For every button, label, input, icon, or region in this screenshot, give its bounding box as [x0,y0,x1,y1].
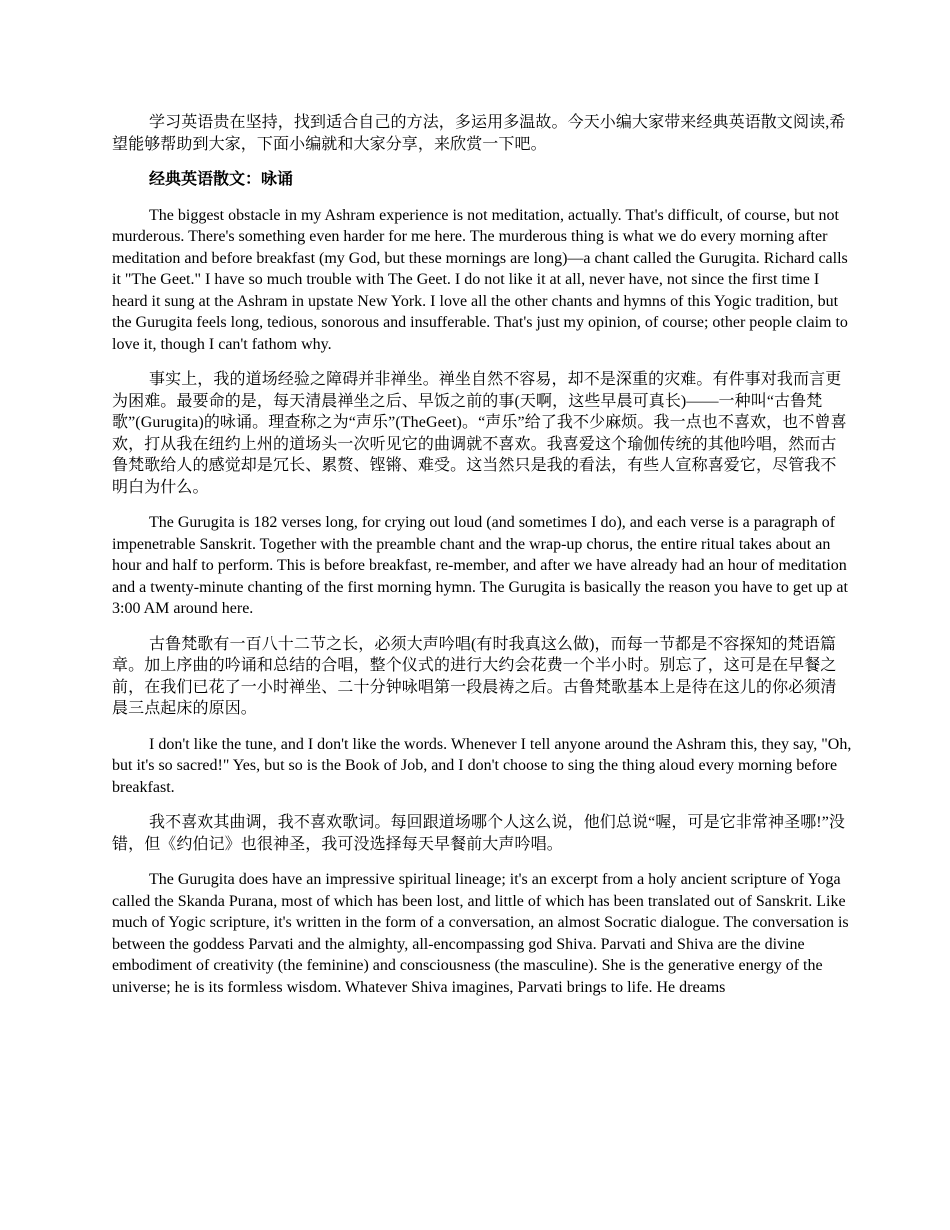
paragraph-1-zh: 事实上，我的道场经验之障碍并非禅坐。禅坐自然不容易，却不是深重的灾难。有件事对我而言更为困难。最要命的是，每天清晨禅坐之后、早饭之前的事(天啊，这些早晨可真长)——一种叫“古鲁梵歌”(Gurugita)的咏诵。理查称之为“声乐”(TheGeet)。“声乐”给了我不少麻烦。我一点也不喜欢，也不曾喜欢，打从我在纽约上州的道场头一次听见它的曲调就不喜欢。我喜爱这个瑜伽传统的其他吟唱，然而古鲁梵歌给人的感觉却是冗长、累赘、铿锵、难受。这当然只是我的看法，有些人宣称喜爱它，尽管我不明白为什么。 [112,371,847,496]
paragraph-2-zh: 古鲁梵歌有一百八十二节之长，必须大声吟唱(有时我真这么做)，而每一节都是不容探知的梵语篇章。加上序曲的吟诵和总结的合唱，整个仪式的进行大约会花费一个半小时。别忘了，这可是在早餐之前，在我们已花了一小时禅坐、二十分钟咏唱第一段晨祷之后。古鲁梵歌基本上是待在这儿的你必须清晨三点起床的原因。 [112,635,837,717]
paragraph-3-en: I don't like the tune, and I don't like the words. Whenever I tell anyone around the Ashram this, they say, "Oh, but it's so sacred!" Yes, but so is the Book of Job, and I don't choose to sing the thing aloud every morning before breakfast. [112,735,852,796]
document-page [112,112,852,1012]
paragraph-2-en: The Gurugita is 182 verses long, for crying out loud (and sometimes I do), and each verse is a paragraph of impenetrable Sanskrit. Together with the preamble chant and the wrap-up chorus, the entire ritual takes about an hour and half to perform. This is before breakfast, re-member, and after we have already had an hour of meditation and a twenty-minute chanting of the first morning hymn. The Gurugita is basically the reason you have to get up at 3:00 AM around here. [112,514,848,617]
paragraph-1-en: The biggest obstacle in my Ashram experience is not meditation, actually. That's difficult, of course, but not murderous. There's something even harder for me here. The murderous thing is what we do every morning after meditation and before breakfast (my God, but these mornings are long)—a chant called the Gurugita. Richard calls it "The Geet." I have so much trouble with The Geet. I do not like it at all, never have, not since the first time I heard it sung at the Ashram in upstate New York. I love all the other chants and hymns of this Yogic tradition, but the Gurugita feels long, tedious, sonorous and insufferable. That's just my opinion, of course; other people claim to love it, though I can't fathom why. [112,206,848,353]
paragraph-4-en: The Gurugita does have an impressive spiritual lineage; it's an excerpt from a holy ancient scripture of Yoga called the Skanda Purana, most of which has been lost, and little of which has been translated out of Sanskrit. Like much of Yogic scripture, it's written in the form of a conversation, an almost Socratic dialogue. The conversation is between the goddess Parvati and the almighty, all-encompassing god Shiva. Parvati and Shiva are the divine embodiment of creativity (the feminine) and consciousness (the masculine). She is the generative energy of the universe; he is its formless wisdom. Whatever Shiva imagines, Parvati brings to life. He dreams [112,871,849,996]
paragraph-3-zh: 我不喜欢其曲调，我不喜欢歌词。每回跟道场哪个人这么说，他们总说“喔，可是它非常神圣哪!”没错，但《约伯记》也很神圣，我可没选择每天早餐前大声吟唱。 [112,814,846,853]
intro-paragraph: 学习英语贵在坚持，找到适合自己的方法，多运用多温故。今天小编大家带来经典英语散文阅读,希望能够帮助到大家，下面小编就和大家分享，来欣赏一下吧。 [112,114,846,153]
article-heading: 经典英语散文：咏诵 [149,171,294,188]
